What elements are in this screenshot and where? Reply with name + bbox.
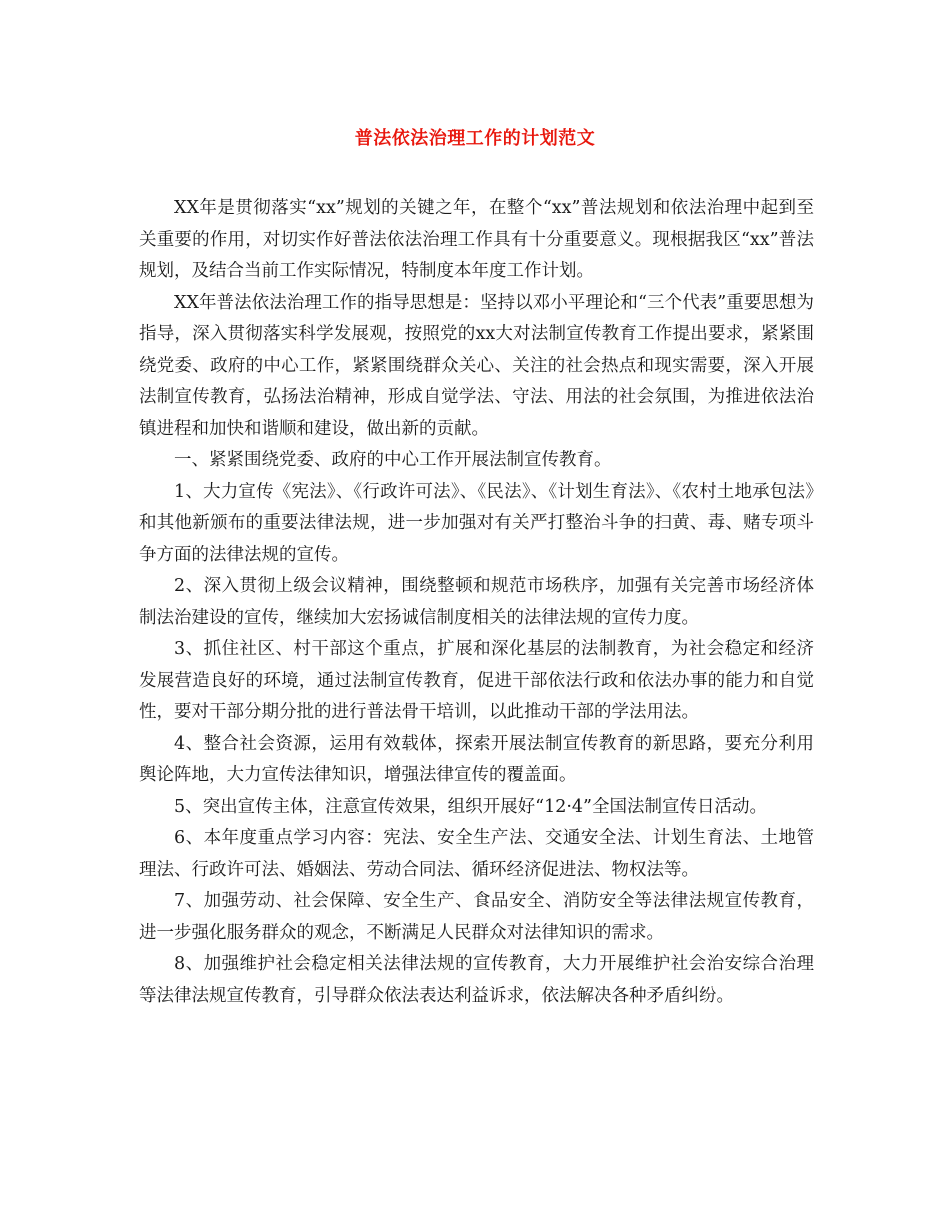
list-item-3: 3、抓住社区、村干部这个重点，扩展和深化基层的法制教育，为社会稳定和经济发展营造良好的环境，通过法制宣传教育，促进干部依法行政和依法办事的能力和自觉性，要对干部分期分批的进行普法骨干培训，以此推动干部的学法用法。 [139,639,814,722]
list-item-6: 6、本年度重点学习内容：宪法、安全生产法、交通安全法、计划生育法、土地管理法、行政许可法、婚姻法、劳动合同法、循环经济促进法、物权法等。 [139,828,814,880]
list-item-1: 1、大力宣传《宪法》、《行政许可法》、《民法》、《计划生育法》、《农村土地承包法》和其他新颁布的重要法律法规，进一步加强对有关严打整治斗争的扫黄、毒、赌专项斗争方面的法律法规的宣传。 [139,481,814,565]
document-body [139,193,814,1012]
list-item-4: 4、整合社会资源，运用有效载体，探索开展法制宣传教育的新思路，要充分利用舆论阵地，大力宣传法律知识，增强法律宣传的覆盖面。 [139,733,814,785]
paragraph-guiding-thought: XX年普法依法治理工作的指导思想是：坚持以邓小平理论和“三个代表”重要思想为指导，深入贯彻落实科学发展观，按照党的xx大对法制宣传教育工作提出要求，紧紧围绕党委、政府的中心工作，紧紧围绕群众关心、关注的社会热点和现实需要，深入开展法制宣传教育，弘扬法治精神，形成自觉学法、守法、用法的社会氛围，为推进依法治镇进程和加快和谐顺和建设，做出新的贡献。 [139,292,814,439]
list-item-7: 7、加强劳动、社会保障、安全生产、食品安全、消防安全等法律法规宣传教育，进一步强化服务群众的观念，不断满足人民群众对法律知识的需求。 [139,891,814,943]
document-title: 普法依法治理工作的计划范文 [354,128,596,149]
section-heading-1: 一、紧紧围绕党委、政府的中心工作开展法制宣传教育。 [174,450,612,470]
list-item-2: 2、深入贯彻上级会议精神，围绕整顿和规范市场秩序，加强有关完善市场经济体制法治建设的宣传，继续加大宏扬诚信制度相关的法律法规的宣传力度。 [139,576,814,628]
paragraph-intro: XX年是贯彻落实“xx”规划的关键之年，在整个“xx”普法规划和依法治理中起到至关重要的作用，对切实作好普法依法治理工作具有十分重要意义。现根据我区“xx”普法规划，及结合当前工作实际情况，特制度本年度工作计划。 [139,198,814,281]
list-item-5: 5、突出宣传主体，注意宣传效果，组织开展好“12·4”全国法制宣传日活动。 [174,796,767,817]
list-item-8: 8、加强维护社会稳定相关法律法规的宣传教育，大力开展维护社会治安综合治理等法律法规宣传教育，引导群众依法表达利益诉求，依法解决各种矛盾纠纷。 [139,954,814,1006]
